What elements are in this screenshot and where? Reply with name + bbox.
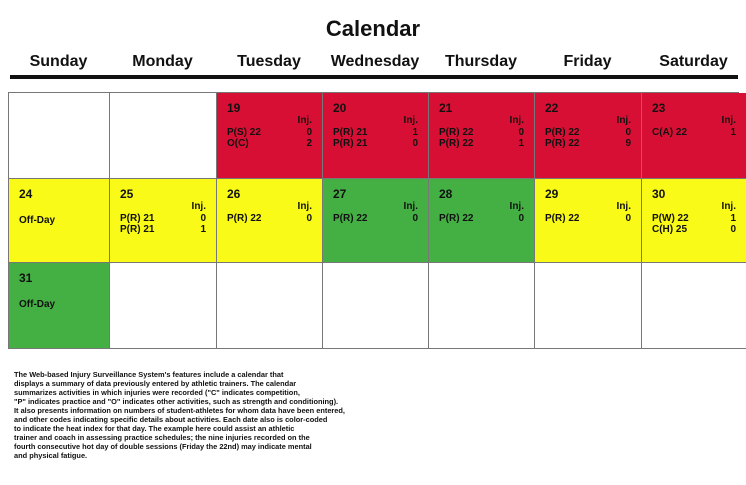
- caption-line: "P" indicates practice and "O" indicates other activities, such as strength and conditioning).: [14, 397, 339, 406]
- day-number: 30: [652, 187, 666, 201]
- activity-code: P(R) 22: [545, 138, 580, 149]
- injury-column-label: Inj.: [509, 115, 524, 126]
- activity-code: P(R) 22: [439, 213, 474, 224]
- injury-count: 1: [518, 138, 524, 149]
- day-number: 31: [19, 271, 33, 285]
- activity-entries: [333, 213, 418, 224]
- caption-line: and other codes indicating specific details about activities. Each date also is color-coded: [14, 415, 328, 424]
- day-number: 25: [120, 187, 134, 201]
- activity-entry: [545, 213, 631, 224]
- calendar-day-cell[interactable]: [9, 179, 110, 263]
- day-number: 28: [439, 187, 453, 201]
- calendar-day-cell[interactable]: [642, 179, 746, 263]
- day-header-monday: Monday: [132, 53, 193, 70]
- activity-code: P(R) 22: [227, 213, 262, 224]
- activity-entry: [227, 127, 312, 138]
- activity-code: C(A) 22: [652, 127, 688, 138]
- day-header-sunday: Sunday: [29, 53, 88, 70]
- day-number: 27: [333, 187, 347, 201]
- injury-column-label: Inj.: [297, 201, 312, 212]
- caption-line: and physical fatigue.: [14, 451, 88, 460]
- activity-entry: [333, 138, 418, 149]
- day-number: 29: [545, 187, 559, 201]
- caption-line: displays a summary of data previously entered by athletic trainers. The calendar: [14, 379, 297, 388]
- injury-column-label: Inj.: [721, 201, 736, 212]
- activity-entry: [227, 138, 312, 149]
- activity-code: P(S) 22: [227, 127, 261, 138]
- calendar-day-cell[interactable]: [429, 263, 535, 349]
- activity-entry: [545, 138, 631, 149]
- calendar-day-cell[interactable]: [9, 263, 110, 349]
- injury-column-label: Inj.: [721, 115, 736, 126]
- day-number: 22: [545, 101, 559, 115]
- calendar-day-cell[interactable]: [429, 93, 535, 179]
- injury-count: 0: [730, 224, 736, 235]
- caption-line: summarizes activities in which injuries were recorded ("C" indicates competition,: [14, 388, 300, 397]
- calendar-day-cell[interactable]: [323, 179, 429, 263]
- calendar-day-cell[interactable]: [323, 263, 429, 349]
- activity-code: P(R) 22: [333, 213, 368, 224]
- injury-count: 0: [518, 127, 524, 138]
- day-header-tuesday: Tuesday: [237, 53, 301, 70]
- activity-code: P(R) 21: [333, 138, 368, 149]
- activity-code: P(W) 22: [652, 213, 689, 224]
- calendar-grid: [8, 92, 739, 349]
- injury-column-label: Inj.: [403, 201, 418, 212]
- calendar-day-cell[interactable]: [110, 179, 217, 263]
- injury-count: 2: [306, 138, 312, 149]
- activity-entry: [652, 127, 736, 138]
- injury-count: 0: [625, 213, 631, 224]
- day-number: 21: [439, 101, 453, 115]
- activity-entries: [545, 213, 631, 224]
- caption-line: It also presents information on numbers of student-athletes for whom data have been entered,: [14, 406, 345, 415]
- off-day-label: Off-Day: [19, 299, 56, 310]
- injury-count: 1: [730, 127, 736, 138]
- activity-code: O(C): [227, 138, 249, 149]
- caption-line: The Web-based Injury Surveillance System's features include a calendar that: [14, 370, 284, 379]
- day-header-wednesday: Wednesday: [330, 53, 420, 70]
- activity-entry: [439, 138, 524, 149]
- day-number: 26: [227, 187, 241, 201]
- injury-count: 0: [412, 138, 418, 149]
- activity-entries: [652, 127, 736, 138]
- injury-count: 0: [306, 127, 312, 138]
- activity-entries: [439, 127, 524, 149]
- activity-code: P(R) 21: [120, 213, 155, 224]
- injury-count: 0: [200, 213, 206, 224]
- calendar-day-cell[interactable]: [110, 263, 217, 349]
- injury-column-label: Inj.: [403, 115, 418, 126]
- calendar-title: Calendar: [325, 16, 421, 41]
- activity-entries: [227, 213, 312, 224]
- calendar-day-cell[interactable]: [9, 93, 110, 179]
- calendar-day-cell[interactable]: [535, 179, 642, 263]
- activity-entry: [227, 213, 312, 224]
- day-number: 19: [227, 101, 241, 115]
- day-header-saturday: Saturday: [659, 53, 728, 70]
- caption-line: trainer and coach in assessing practice schedules; the nine injuries recorded on the: [14, 433, 310, 442]
- day-header-friday: Friday: [563, 53, 612, 70]
- injury-column-label: Inj.: [616, 115, 631, 126]
- day-number: 20: [333, 101, 347, 115]
- calendar-day-cell[interactable]: [642, 93, 746, 179]
- injury-count: 9: [625, 138, 631, 149]
- activity-code: P(R) 22: [545, 213, 580, 224]
- activity-code: P(R) 22: [545, 127, 580, 138]
- activity-entry: [333, 213, 418, 224]
- caption-line: fourth consecutive hot day of double sessions (Friday the 22nd) may indicate mental: [14, 442, 312, 451]
- injury-column-label: Inj.: [297, 115, 312, 126]
- day-number: 24: [19, 187, 33, 201]
- injury-column-label: Inj.: [616, 201, 631, 212]
- activity-entry: [120, 213, 206, 224]
- day-header-thursday: Thursday: [444, 53, 517, 70]
- activity-entries: [227, 127, 312, 149]
- injury-column-label: Inj.: [509, 201, 524, 212]
- activity-entry: [439, 213, 524, 224]
- day-number: 23: [652, 101, 666, 115]
- activity-entries: [333, 127, 418, 149]
- injury-count: 0: [625, 127, 631, 138]
- activity-code: P(R) 22: [439, 127, 474, 138]
- injury-count: 0: [412, 213, 418, 224]
- calendar-day-cell[interactable]: [642, 263, 746, 349]
- calendar-day-cell[interactable]: [429, 179, 535, 263]
- activity-entry: [652, 224, 736, 235]
- weekday-header: [8, 50, 738, 74]
- activity-entry: [333, 127, 418, 138]
- activity-entries: [652, 213, 736, 235]
- activity-code: P(R) 21: [120, 224, 155, 235]
- activity-code: P(R) 22: [439, 138, 474, 149]
- injury-column-label: Inj.: [191, 201, 206, 212]
- calendar-day-cell[interactable]: [535, 93, 642, 179]
- injury-count: 0: [306, 213, 312, 224]
- calendar-day-cell[interactable]: [323, 93, 429, 179]
- activity-entry: [545, 127, 631, 138]
- activity-entries: [439, 213, 524, 224]
- activity-code: P(R) 21: [333, 127, 368, 138]
- caption: [14, 370, 454, 460]
- calendar-day-cell[interactable]: [217, 179, 323, 263]
- activity-code: C(H) 25: [652, 224, 688, 235]
- activity-entries: [545, 127, 631, 149]
- injury-count: 1: [412, 127, 418, 138]
- activity-entries: [120, 213, 206, 235]
- activity-entry: [120, 224, 206, 235]
- activity-entry: [439, 127, 524, 138]
- calendar-day-cell[interactable]: [110, 93, 217, 179]
- calendar-day-cell[interactable]: [535, 263, 642, 349]
- injury-count: 1: [200, 224, 206, 235]
- injury-count: 0: [518, 213, 524, 224]
- activity-entry: [652, 213, 736, 224]
- calendar-day-cell[interactable]: [217, 263, 323, 349]
- injury-count: 1: [730, 213, 736, 224]
- off-day-label: Off-Day: [19, 215, 56, 226]
- calendar-day-cell[interactable]: [217, 93, 323, 179]
- header-divider: [10, 75, 738, 79]
- caption-line: to indicate the heat index for that day. The example here could assist an athletic: [14, 424, 295, 433]
